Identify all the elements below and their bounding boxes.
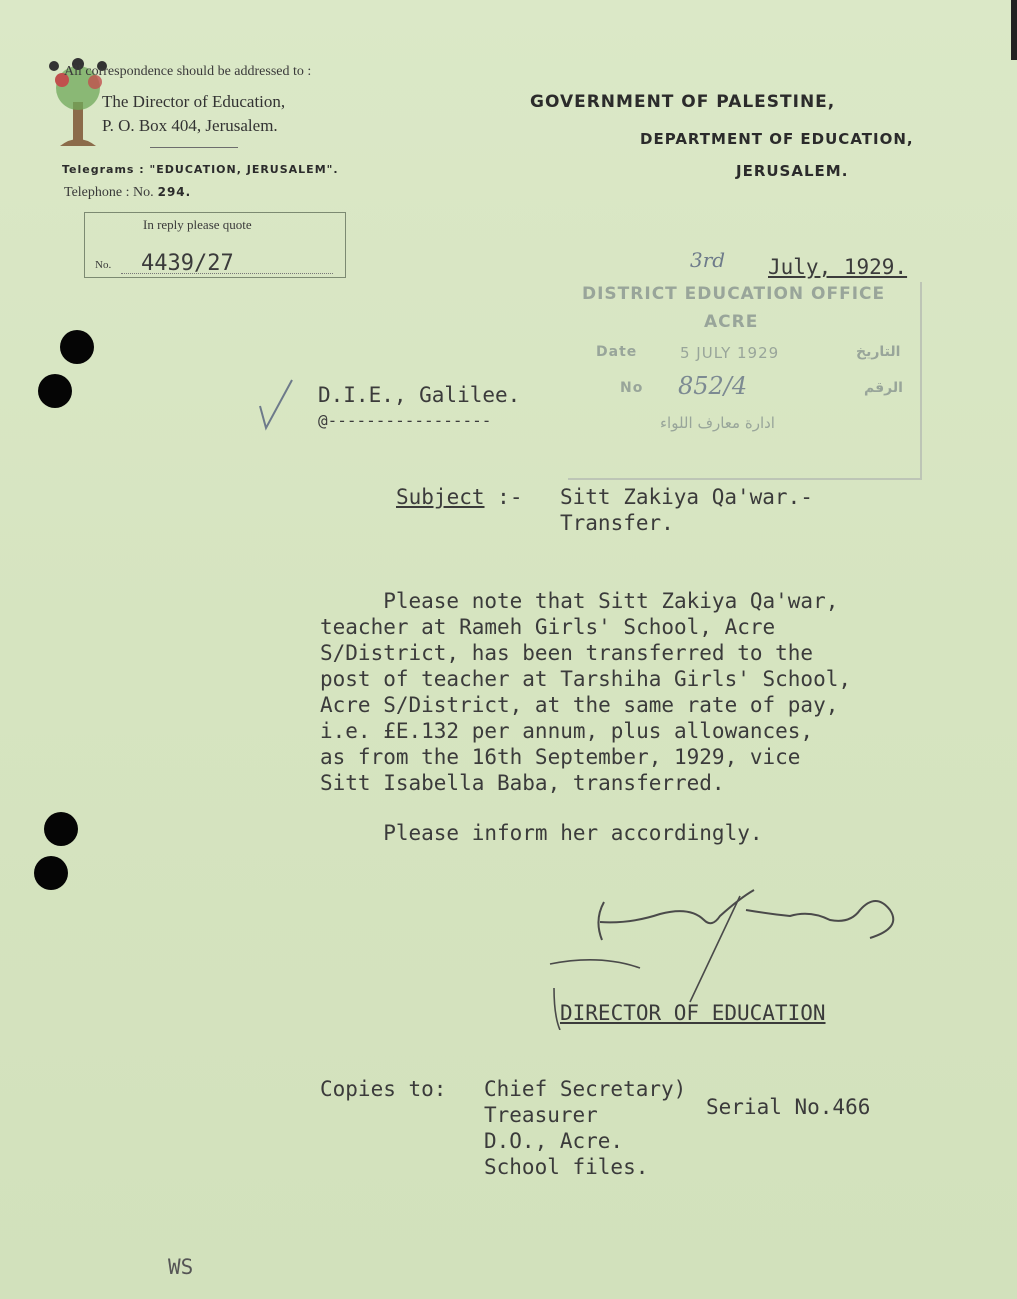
copies-list xyxy=(484,1076,686,1180)
punch-hole-4 xyxy=(34,856,68,890)
body-line: Sitt Isabella Baba, transferred. xyxy=(320,771,725,795)
reply-quote-box xyxy=(84,212,346,278)
subject-line-1: Sitt Zakiya Qa'war.- xyxy=(560,485,813,509)
reply-label: In reply please quote xyxy=(143,217,252,232)
body-line: teacher at Rameh Girls' School, Acre xyxy=(320,615,776,639)
body-line: S/District, has been transferred to the xyxy=(320,641,814,665)
government-heading: GOVERNMENT OF PALESTINE, xyxy=(530,92,836,112)
subject-label-text: Subject xyxy=(396,485,485,509)
stamp-date-arabic-label: التاريخ xyxy=(856,344,901,360)
subject-line-2: Transfer. xyxy=(560,511,674,535)
city-heading: JERUSALEM. xyxy=(736,162,849,180)
telephone-line xyxy=(64,183,191,201)
copies-label: Copies to: xyxy=(320,1077,447,1101)
stamp-office-line: DISTRICT EDUCATION OFFICE xyxy=(582,284,886,304)
stamp-no-value: 852/4 xyxy=(678,372,748,400)
address-line-2: P. O. Box 404, Jerusalem. xyxy=(102,116,278,135)
date-month-year: July, 1929. xyxy=(768,255,908,279)
stamp-date-label: Date xyxy=(596,344,638,360)
telegrams-line: Telegrams : "EDUCATION, JERUSALEM". xyxy=(62,163,339,176)
punch-hole-1 xyxy=(60,330,94,364)
copy-recipient: School files. xyxy=(484,1155,649,1179)
body-line: i.e. £E.132 per annum, plus allowances, xyxy=(320,719,814,743)
addressee-underline: @----------------- xyxy=(318,411,492,430)
reply-reference: 4439/27 xyxy=(141,251,234,276)
copy-recipient: Chief Secretary) xyxy=(484,1077,687,1101)
subject-label xyxy=(396,484,522,510)
correspondence-note: All correspondence should be addressed to : xyxy=(64,64,312,79)
punch-hole-3 xyxy=(44,812,78,846)
body-paragraph-2: Please inform her accordingly. xyxy=(320,821,763,845)
stamp-no-label: No xyxy=(620,380,644,396)
address-line-1: The Director of Education, xyxy=(102,92,286,111)
date-day-handwritten: 3rd xyxy=(690,248,726,272)
body-paragraph-1 xyxy=(320,588,851,796)
telephone-label: Telephone : No. xyxy=(64,185,154,200)
body-line: Acre S/District, at the same rate of pay, xyxy=(320,693,839,717)
check-mark xyxy=(256,376,296,432)
typist-initials: WS xyxy=(168,1255,194,1279)
punch-hole-2 xyxy=(38,374,72,408)
subject-separator: :- xyxy=(497,485,523,509)
telephone-number: 294. xyxy=(157,185,192,199)
received-stamp xyxy=(568,282,922,480)
signature-title: DIRECTOR OF EDUCATION xyxy=(560,1001,826,1025)
addressee: D.I.E., Galilee. xyxy=(318,383,521,407)
body-line: post of teacher at Tarshiha Girls' School, xyxy=(320,667,852,691)
copy-recipient: D.O., Acre. xyxy=(484,1129,624,1153)
page-edge-shadow xyxy=(1011,0,1017,60)
copy-recipient: Treasurer xyxy=(484,1103,598,1127)
department-heading: DEPARTMENT OF EDUCATION, xyxy=(640,130,914,148)
stamp-arabic-office: ادارة معارف اللواء xyxy=(660,414,775,432)
letterhead-rule xyxy=(150,147,238,148)
body-line: Please note that Sitt Zakiya Qa'war, xyxy=(320,589,839,613)
stamp-city: ACRE xyxy=(704,312,759,332)
serial-number: Serial No.466 xyxy=(706,1095,871,1119)
reply-no-label: No. xyxy=(95,259,112,271)
stamp-no-arabic-label: الرقم xyxy=(864,380,903,396)
body-line: as from the 16th September, 1929, vice xyxy=(320,745,801,769)
stamp-date-value: 5 JULY 1929 xyxy=(680,344,780,362)
